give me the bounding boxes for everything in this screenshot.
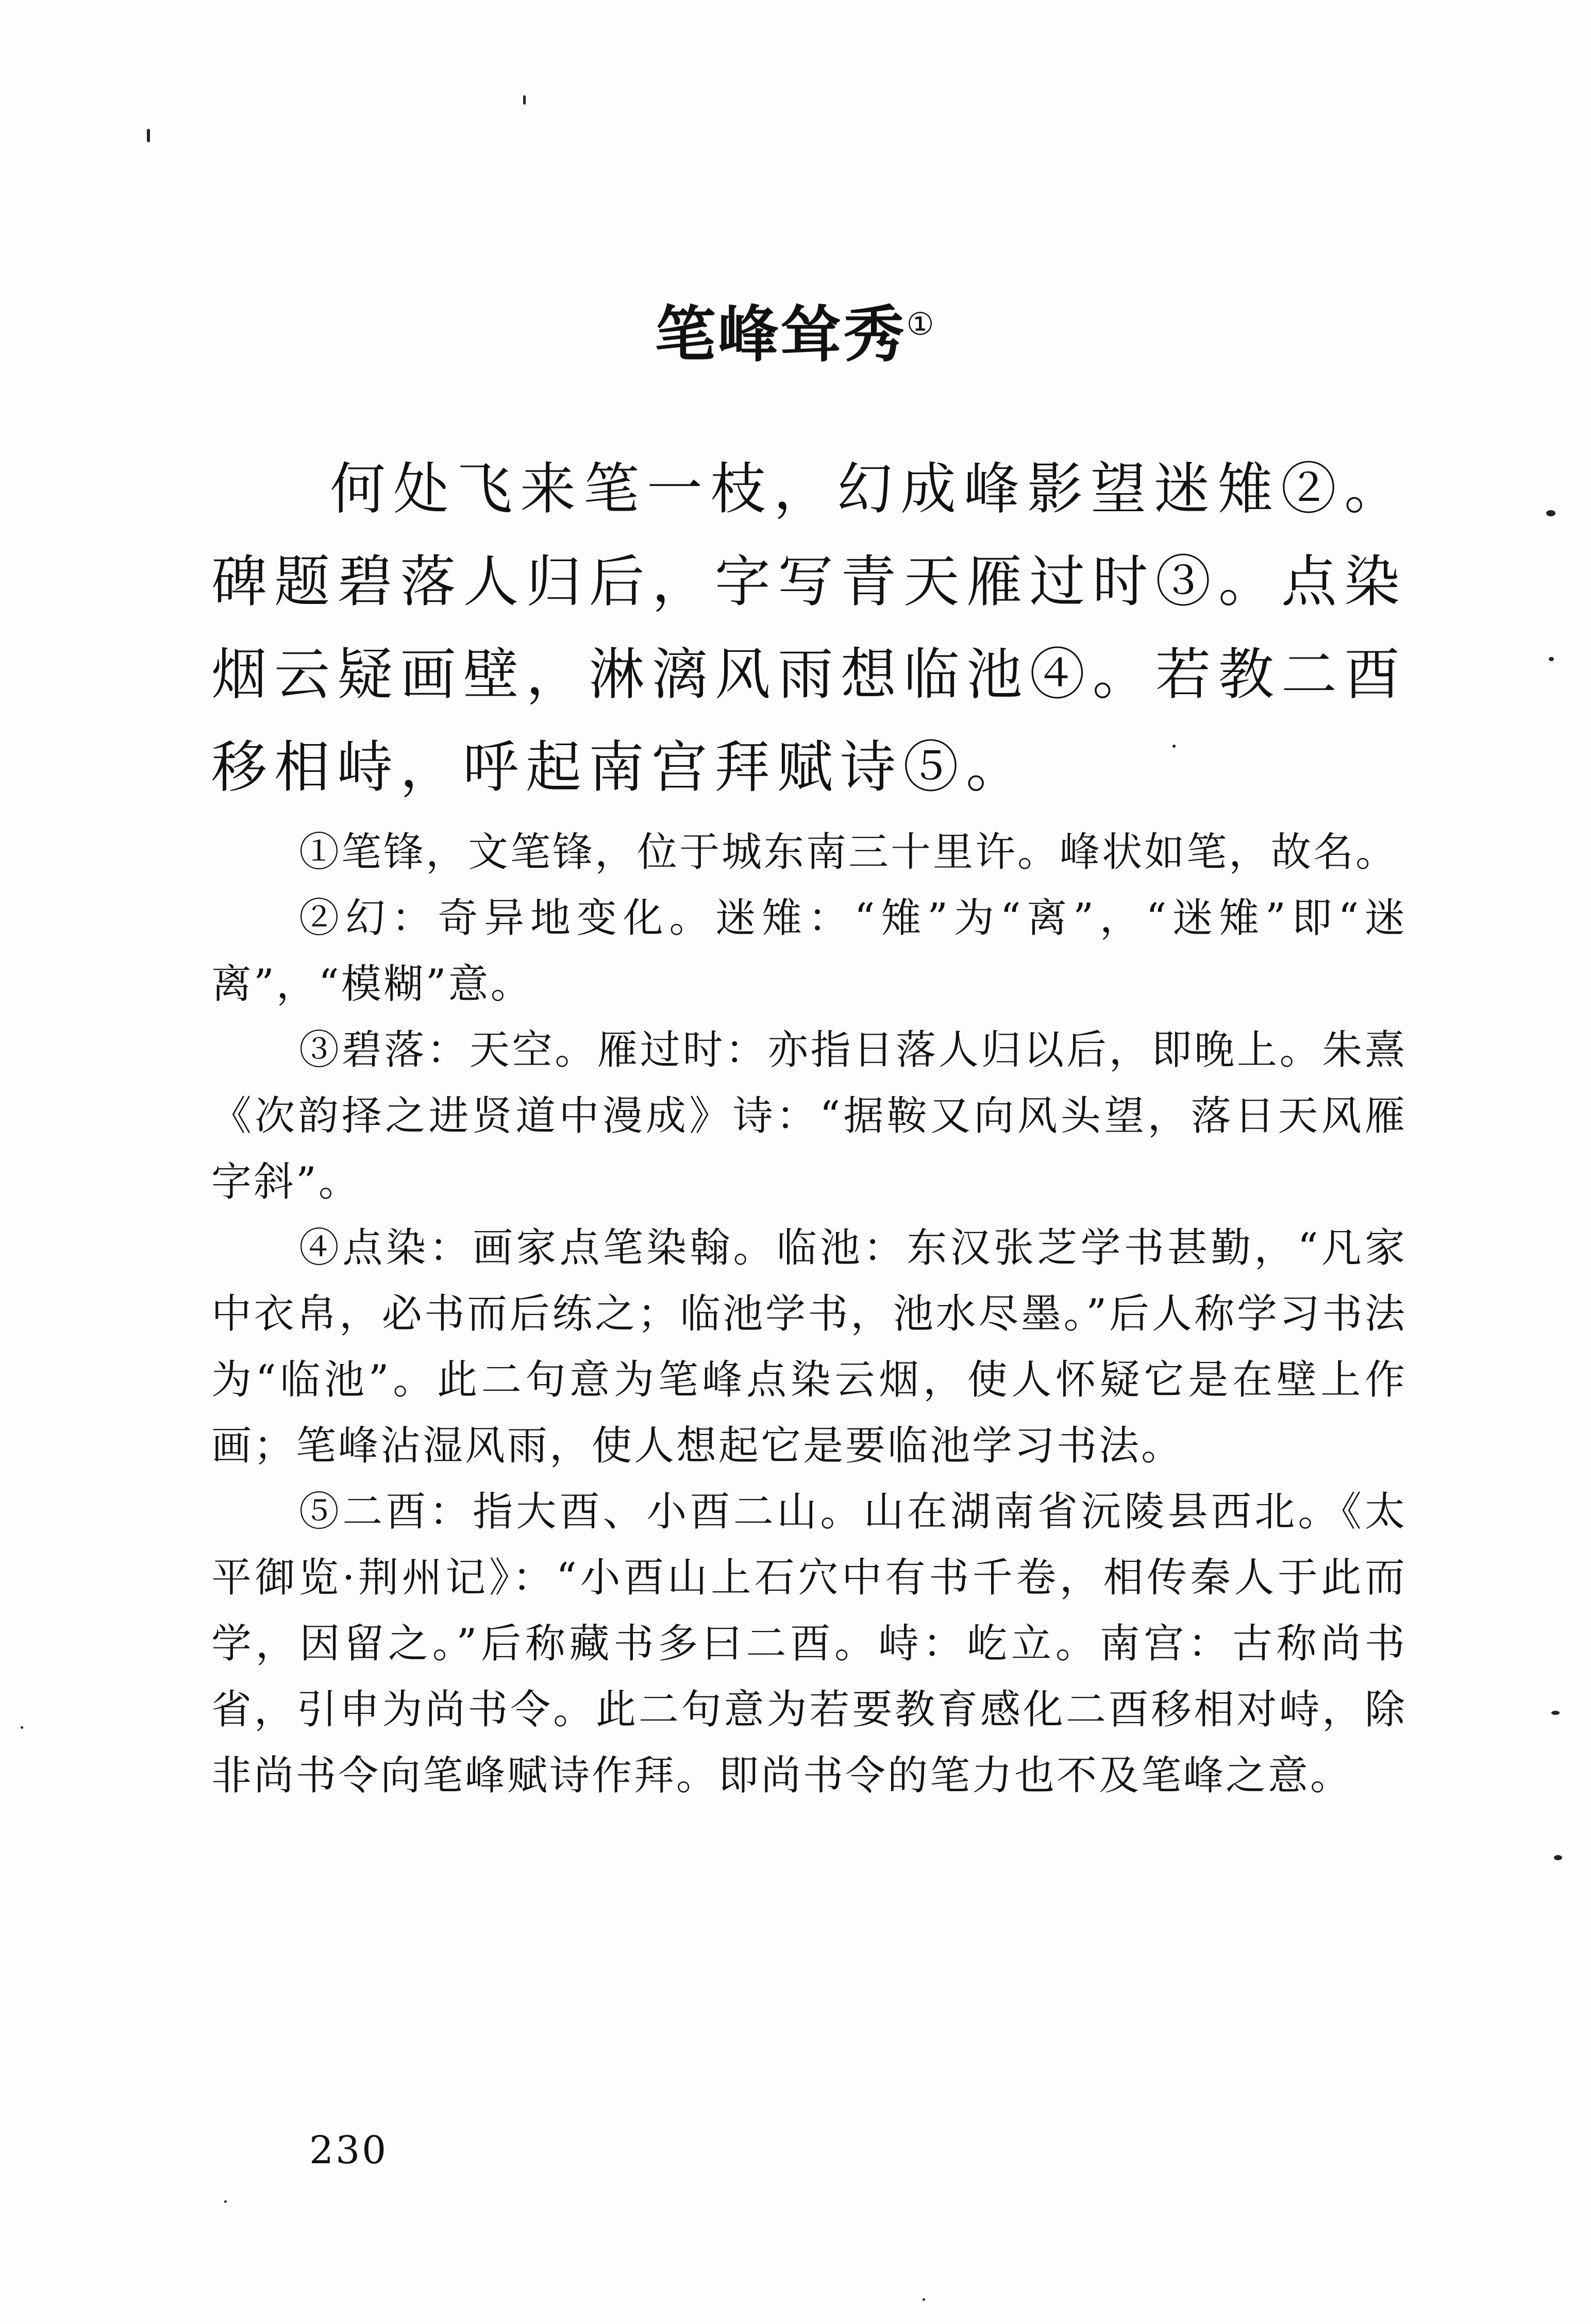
scan-speck xyxy=(1554,1855,1562,1860)
poem-text: 何处飞来笔一枝，幻成峰影望迷雉②。碑题碧落人归后，字写青天雁过时③。点染烟云疑画壁，淋漓风雨想临池④。若教二酉移相峙，呼起南宫拜赋诗⑤。 xyxy=(211,457,1407,800)
title-footnote-mark: ① xyxy=(906,306,936,343)
page-number: 230 xyxy=(309,2128,389,2173)
scan-speck xyxy=(224,2200,227,2203)
footnote-1: ①笔锋，文笔锋，位于城东南三十里许。峰状如笔，故名。 xyxy=(299,829,1398,875)
footnote-4: ④点染：画家点笔染翰。临池：东汉张芝学书甚勤，“凡家中衣帛，必书而后练之；临池学书，池水尽墨。”后人称学习书法为“临池”。此二句意为笔峰点染云烟，使人怀疑它是在壁上作画；笔峰沾湿风雨，使人想起它是要临池学习书法。 xyxy=(211,1225,1407,1469)
scan-speck xyxy=(147,129,150,142)
scan-speck xyxy=(1551,1711,1560,1715)
footnote-2: ②幻：奇异地变化。迷雉：“雉”为“离”，“迷雉”即“迷离”，“模糊”意。 xyxy=(211,895,1407,1007)
footnote-5: ⑤二酉：指大酉、小酉二山。山在湖南省沅陵县西北。《太平御览·荆州记》：“小酉山上石穴中有书千卷，相传秦人于此而学，因留之。”后称藏书多曰二酉。峙：屹立。南宫：古称尚书省，引申为尚书令。此二句意为若要教育感化二酉移相对峙，除非尚书令向笔峰赋诗作拜。即尚书令的笔力也不及笔峰之意。 xyxy=(211,1489,1407,1799)
footnotes xyxy=(211,819,1407,1809)
page-title xyxy=(0,299,1591,370)
scan-speck xyxy=(1546,510,1555,516)
scan-speck xyxy=(523,95,526,105)
scan-speck xyxy=(923,2298,925,2301)
title-text: 笔峰耸秀 xyxy=(655,299,907,370)
scan-speck xyxy=(1173,745,1176,748)
footnote-3: ③碧落：天空。雁过时：亦指日落人归以后，即晚上。朱熹《次韵择之进贤道中漫成》诗：“据鞍又向风头望，落日天风雁字斜”。 xyxy=(211,1027,1407,1205)
scan-speck xyxy=(21,1726,23,1729)
scan-speck xyxy=(1549,657,1554,661)
